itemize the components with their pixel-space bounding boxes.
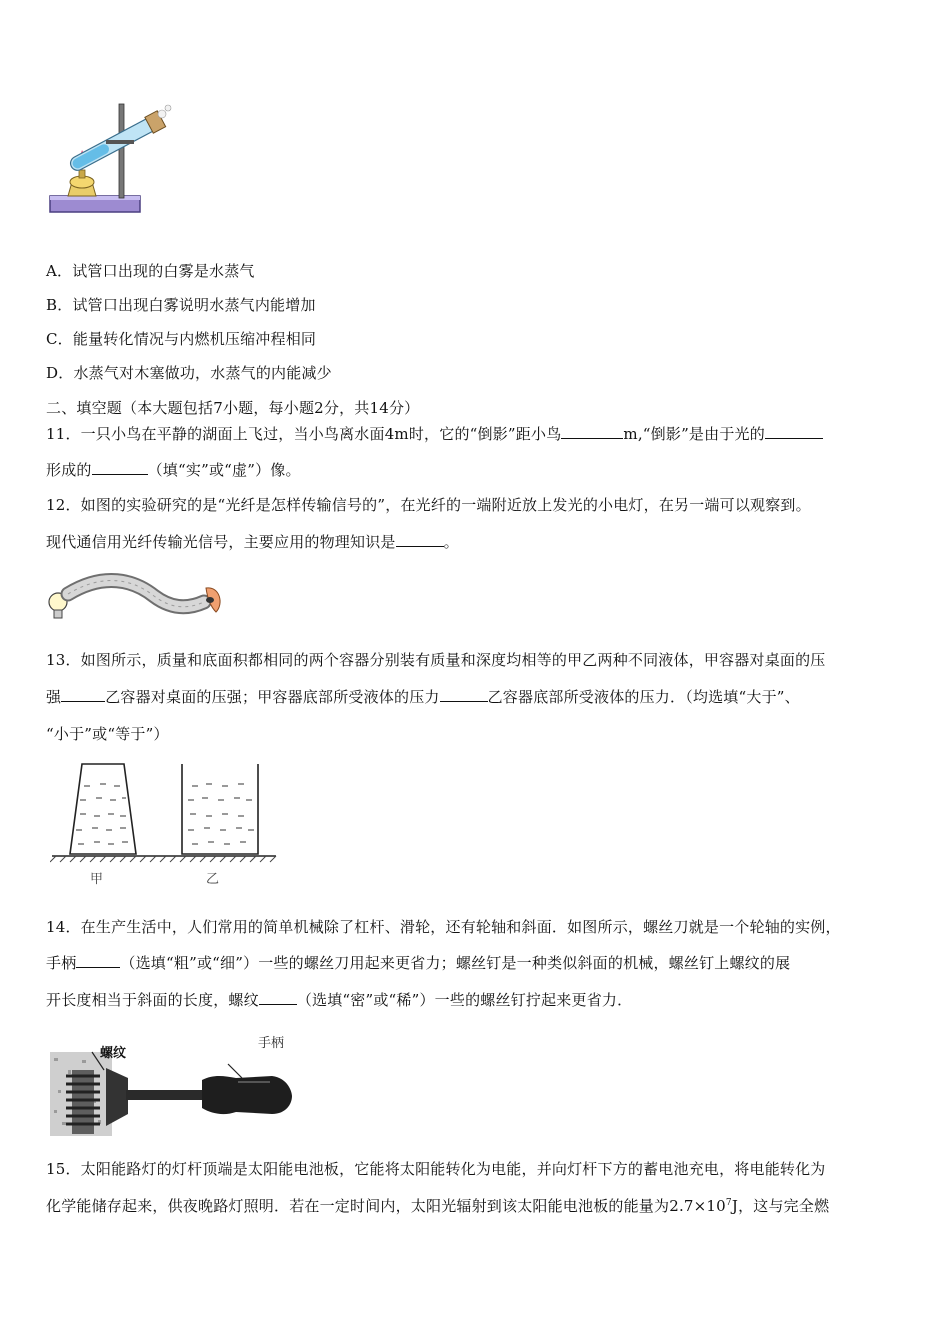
q14-text-b: （选填“粗”或“细”）一些的螺丝刀用起来更省力；螺丝钉是一种类似斜面的机械，螺丝钉上螺纹的展: [120, 954, 791, 972]
q12-blank[interactable]: [396, 532, 444, 547]
q13-line2: [46, 687, 800, 707]
q14-blank-2[interactable]: [259, 990, 297, 1005]
q11-text-b: m,“倒影”是由于光的: [623, 425, 765, 443]
q14-line2: [46, 953, 790, 973]
q15-text-a: 化学能储存起来，供夜晚路灯照明．若在一定时间内，太阳光辐射到该太阳能电池板的能量为2.7×10: [46, 1197, 726, 1215]
option-c: [46, 329, 316, 349]
q11-text-c: 形成的: [46, 461, 92, 479]
q13-text-a: 强: [46, 688, 62, 706]
section-title: 二、填空题（本大题包括7小题，每小题2分，共14分）: [46, 399, 420, 417]
q15-text-b: J，这与完全燃: [731, 1197, 830, 1215]
option-d-text: 水蒸气对木塞做功，水蒸气的内能减少: [73, 364, 332, 382]
q11-blank-2[interactable]: [765, 424, 823, 439]
q13-line1: 13．如图所示，质量和底面积都相同的两个容器分别装有质量和深度均相等的甲乙两种不同液体，甲容器对桌面的压: [46, 651, 826, 669]
q11-blank-1[interactable]: [561, 424, 623, 439]
option-c-letter: C．: [46, 330, 73, 348]
label-yi: 乙: [206, 872, 220, 887]
label-jia: 甲: [90, 872, 104, 887]
option-b-text: 试管口出现白雾说明水蒸气内能增加: [72, 296, 316, 314]
option-a: [46, 261, 255, 281]
q14-text-c: 开长度相当于斜面的长度，螺纹: [46, 991, 259, 1009]
test-tube-heating-figure: [46, 96, 172, 220]
screwdriver-figure: [48, 1030, 298, 1138]
q14-text-d: （选填“密”或“稀”）一些的螺丝钉拧起来更省力．: [296, 991, 633, 1009]
option-b: [46, 295, 316, 315]
q13-text-b: 乙容器对桌面的压强；甲容器底部所受液体的压力: [105, 688, 440, 706]
option-b-letter: B．: [46, 296, 73, 314]
label-handle: 手柄: [258, 1036, 285, 1051]
q11-line1: [46, 424, 823, 444]
q14-line1: 14．在生产生活中，人们常用的简单机械除了杠杆、滑轮，还有轮轴和斜面．如图所示，螺丝刀就是一个轮轴的实例，: [46, 918, 841, 936]
q11-text-a: 11．一只小鸟在平静的湖面上飞过，当小鸟离水面4m时，它的“倒影”距小鸟: [46, 425, 562, 443]
q12-line1: 12．如图的实验研究的是“光纤是怎样传输信号的”，在光纤的一端附近放上发光的小电灯，在另一端可以观察到。: [46, 496, 811, 514]
q13-line3: “小于”或“等于”）: [46, 725, 169, 743]
option-c-text: 能量转化情况与内燃机压缩冲程相同: [72, 330, 317, 348]
two-containers-figure: [50, 758, 280, 890]
q13-blank-2[interactable]: [440, 687, 488, 702]
q12-text-a: 现代通信用光纤传输光信号，主要应用的物理知识是: [46, 533, 396, 551]
optical-fiber-figure: [44, 570, 224, 626]
q14-line3: [46, 990, 632, 1010]
q13-blank-1[interactable]: [61, 687, 105, 702]
q14-blank-1[interactable]: [76, 953, 120, 968]
q12-line2: [46, 532, 459, 552]
label-thread: 螺纹: [100, 1046, 127, 1061]
q13-text-c: 乙容器底部所受液体的压力．（均选填“大于”、: [487, 688, 800, 706]
q11-line2: [46, 460, 301, 480]
option-d-letter: D．: [46, 364, 74, 382]
q15-exponent: 7: [725, 1198, 732, 1208]
q14-text-a: 手柄: [46, 954, 77, 972]
option-d: [46, 363, 332, 383]
q11-text-d: （填“实”或“虚”）像。: [147, 461, 301, 479]
option-a-text: 试管口出现的白雾是水蒸气: [72, 262, 255, 280]
q11-blank-3[interactable]: [92, 460, 148, 475]
option-a-letter: A．: [46, 262, 73, 280]
q12-text-b: 。: [443, 533, 459, 551]
q15-line2: [46, 1196, 829, 1216]
q15-line1: 15．太阳能路灯的灯杆顶端是太阳能电池板，它能将太阳能转化为电能，并向灯杆下方的蓄电池充电，将电能转化为: [46, 1160, 826, 1178]
